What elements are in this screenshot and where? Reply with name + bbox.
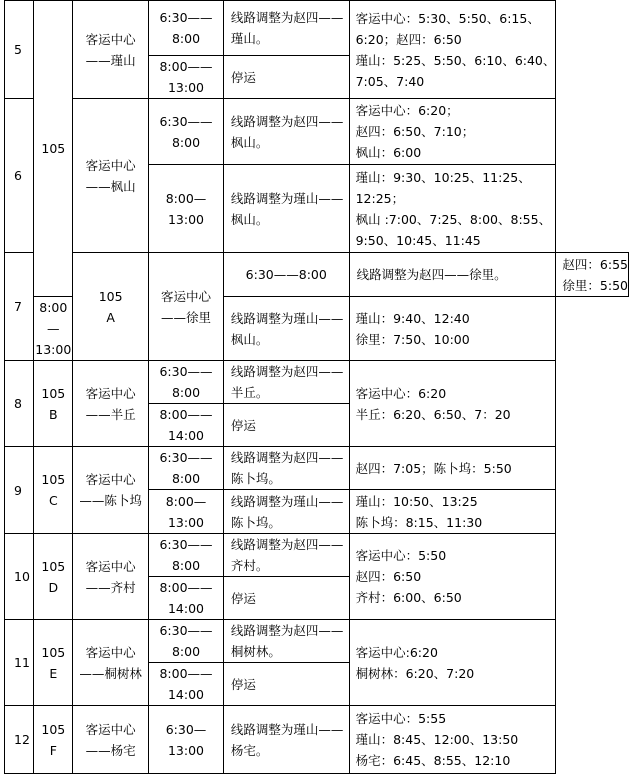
- time-cell: 8:00——14:00: [149, 663, 224, 706]
- schedule-line: 齐村：6:00、6:50: [355, 590, 462, 605]
- route-cell: [73, 534, 149, 620]
- row-number: 12: [5, 706, 34, 774]
- schedule-line: 瑾山：9:30、10:25、11:25、: [355, 169, 531, 185]
- route-line: 客运中心: [85, 31, 136, 47]
- line-number: 105: [34, 1, 73, 297]
- schedule-cell: [349, 620, 556, 706]
- line-number: [34, 706, 73, 774]
- route-line: 客运中心: [85, 721, 136, 737]
- line-suffix-text: F: [49, 742, 57, 758]
- time-cell: 6:30——8:00: [149, 361, 224, 404]
- note-cell: 线路调整为瑾山——杨宅。: [223, 706, 349, 774]
- route-cell: [73, 99, 149, 253]
- schedule-cell: [349, 490, 556, 534]
- route-cell: [73, 447, 149, 534]
- note-cell: 线路调整为赵四——齐村。: [223, 534, 349, 577]
- route-line: ——桐树林: [79, 665, 142, 681]
- line-suffix-text: D: [48, 579, 59, 595]
- schedule-line: 赵四：6:50: [355, 569, 422, 584]
- schedule-line: 瑾山：10:50、13:25: [355, 493, 478, 509]
- time-cell: 8:00—13:00: [34, 297, 73, 361]
- line-suffix-text: E: [49, 665, 58, 681]
- note-cell: 线路调整为赵四——徐里。: [349, 253, 556, 297]
- schedule-cell: 赵四：7:05；陈卜坞：5:50: [349, 447, 556, 490]
- line-number-text: 105: [41, 385, 66, 401]
- line-number-text: 105: [41, 472, 66, 487]
- table-row: [5, 253, 629, 297]
- schedule-line: 杨宅：6:45、8:55、12:10: [355, 753, 511, 768]
- route-line: ——陈卜坞: [79, 493, 142, 508]
- table-row: [5, 620, 629, 663]
- table-row: [5, 534, 629, 577]
- schedule-line: 客运中心：6:20: [355, 385, 447, 401]
- note-cell: 线路调整为赵四——枫山。: [223, 99, 349, 165]
- schedule-cell: [556, 253, 629, 297]
- note-cell: 停运: [223, 663, 349, 706]
- route-line: 客运中心: [85, 157, 136, 173]
- note-cell: 线路调整为瑾山——枫山。: [223, 165, 349, 253]
- note-cell: 停运: [223, 56, 349, 99]
- note-cell: 停运: [223, 577, 349, 620]
- route-cell: [73, 620, 149, 706]
- row-number: 7: [5, 253, 34, 361]
- time-cell: 6:30——8:00: [149, 99, 224, 165]
- schedule-cell: [349, 297, 556, 361]
- schedule-line: 6:20；赵四：6:50: [355, 31, 462, 47]
- route-cell: [73, 1, 149, 99]
- route-schedule-table: [4, 0, 629, 774]
- route-line: 客运中心: [85, 472, 136, 487]
- line-number: [34, 620, 73, 706]
- line-number-text: 105: [41, 558, 66, 574]
- schedule-cell: [349, 99, 556, 165]
- table-row: [5, 1, 629, 56]
- time-cell: 6:30—13:00: [149, 706, 224, 774]
- route-cell: [149, 253, 224, 361]
- line-number: [73, 253, 149, 361]
- schedule-cell: [349, 165, 556, 253]
- line-number-text: 105: [41, 644, 66, 660]
- schedule-cell: [349, 534, 556, 620]
- line-suffix-text: A: [106, 309, 115, 325]
- route-line: 客运中心: [85, 558, 136, 574]
- line-number: [34, 447, 73, 534]
- route-line: ——半丘: [85, 406, 136, 422]
- time-cell: 8:00——13:00: [149, 56, 224, 99]
- note-cell: 线路调整为瑾山——枫山。: [223, 297, 349, 361]
- schedule-line: 徐里：5:50: [562, 277, 628, 293]
- schedule-line: 枫山 :7:00、7:25、8:00、8:55、: [355, 211, 552, 227]
- schedule-line: 客运中心：5:50: [355, 548, 447, 563]
- table-row: [5, 706, 629, 774]
- schedule-line: 桐树林：6:20、7:20: [355, 665, 475, 681]
- schedule-line: 枫山：6:00: [355, 145, 422, 160]
- time-cell: 8:00——14:00: [149, 404, 224, 447]
- time-cell: 8:00—13:00: [149, 165, 224, 253]
- schedule-line: 瑾山：9:40、12:40: [355, 310, 470, 326]
- time-cell: 6:30——8:00: [149, 1, 224, 56]
- row-number: 10: [5, 534, 34, 620]
- note-cell: 停运: [223, 404, 349, 447]
- schedule-line: 7:05、7:40: [355, 73, 425, 89]
- note-cell: 线路调整为赵四——瑾山。: [223, 1, 349, 56]
- route-line: ——徐里: [161, 309, 212, 325]
- note-cell: 线路调整为赵四——桐树林。: [223, 620, 349, 663]
- schedule-line: 瑾山：8:45、12:00、13:50: [355, 732, 519, 747]
- route-line: ——枫山: [85, 178, 136, 194]
- route-cell: [73, 706, 149, 774]
- table-row: [5, 361, 629, 404]
- table-row: [5, 99, 629, 165]
- schedule-line: 徐里：7:50、10:00: [355, 331, 470, 347]
- time-cell: 6:30——8:00: [223, 253, 349, 297]
- route-line: ——杨宅: [85, 742, 136, 758]
- schedule-line: 赵四：6:55: [562, 256, 628, 272]
- row-number: 9: [5, 447, 34, 534]
- time-cell: 6:30——8:00: [149, 534, 224, 577]
- route-cell: [73, 361, 149, 447]
- line-suffix-text: C: [48, 493, 58, 508]
- schedule-line: 半丘：6:20、6:50、7：20: [355, 406, 511, 422]
- time-cell: 8:00—13:00: [149, 490, 224, 534]
- schedule-line: 客运中心：6:20；: [355, 103, 459, 118]
- line-suffix-text: B: [49, 406, 58, 422]
- schedule-line: 9:50、10:45、11:45: [355, 232, 481, 248]
- row-number: 5: [5, 1, 34, 99]
- time-cell: 6:30——8:00: [149, 620, 224, 663]
- schedule-line: 客运中心：5:55: [355, 711, 447, 726]
- schedule-line: 客运中心:6:20: [355, 644, 438, 660]
- schedule-line: 12:25；: [355, 190, 405, 206]
- route-line: ——齐村: [85, 579, 136, 595]
- schedule-cell: [349, 706, 556, 774]
- route-line: 客运中心: [161, 288, 212, 304]
- schedule-line: 陈卜坞：8:15、11:30: [355, 514, 483, 530]
- route-line: ——瑾山: [85, 52, 136, 68]
- schedule-line: 赵四：6:50、7:10；: [355, 124, 475, 139]
- time-cell: 8:00——14:00: [149, 577, 224, 620]
- line-number-text: 105: [41, 721, 66, 737]
- line-number: [34, 534, 73, 620]
- row-number: 8: [5, 361, 34, 447]
- schedule-line: 瑾山：5:25、5:50、6:10、6:40、: [355, 52, 556, 68]
- row-number: 11: [5, 620, 34, 706]
- schedule-line: 客运中心：5:30、5:50、6:15、: [355, 10, 540, 26]
- note-cell: 线路调整为赵四——半丘。: [223, 361, 349, 404]
- schedule-cell: [349, 361, 556, 447]
- schedule-cell: [349, 1, 556, 99]
- line-number: [34, 361, 73, 447]
- route-line: 客运中心: [85, 385, 136, 401]
- row-number: 6: [5, 99, 34, 253]
- note-cell: 线路调整为瑾山——陈卜坞。: [223, 490, 349, 534]
- time-cell: 6:30——8:00: [149, 447, 224, 490]
- note-cell: 线路调整为赵四——陈卜坞。: [223, 447, 349, 490]
- route-line: 客运中心: [85, 644, 136, 660]
- line-number-text: 105: [98, 288, 123, 304]
- table-row: [5, 447, 629, 490]
